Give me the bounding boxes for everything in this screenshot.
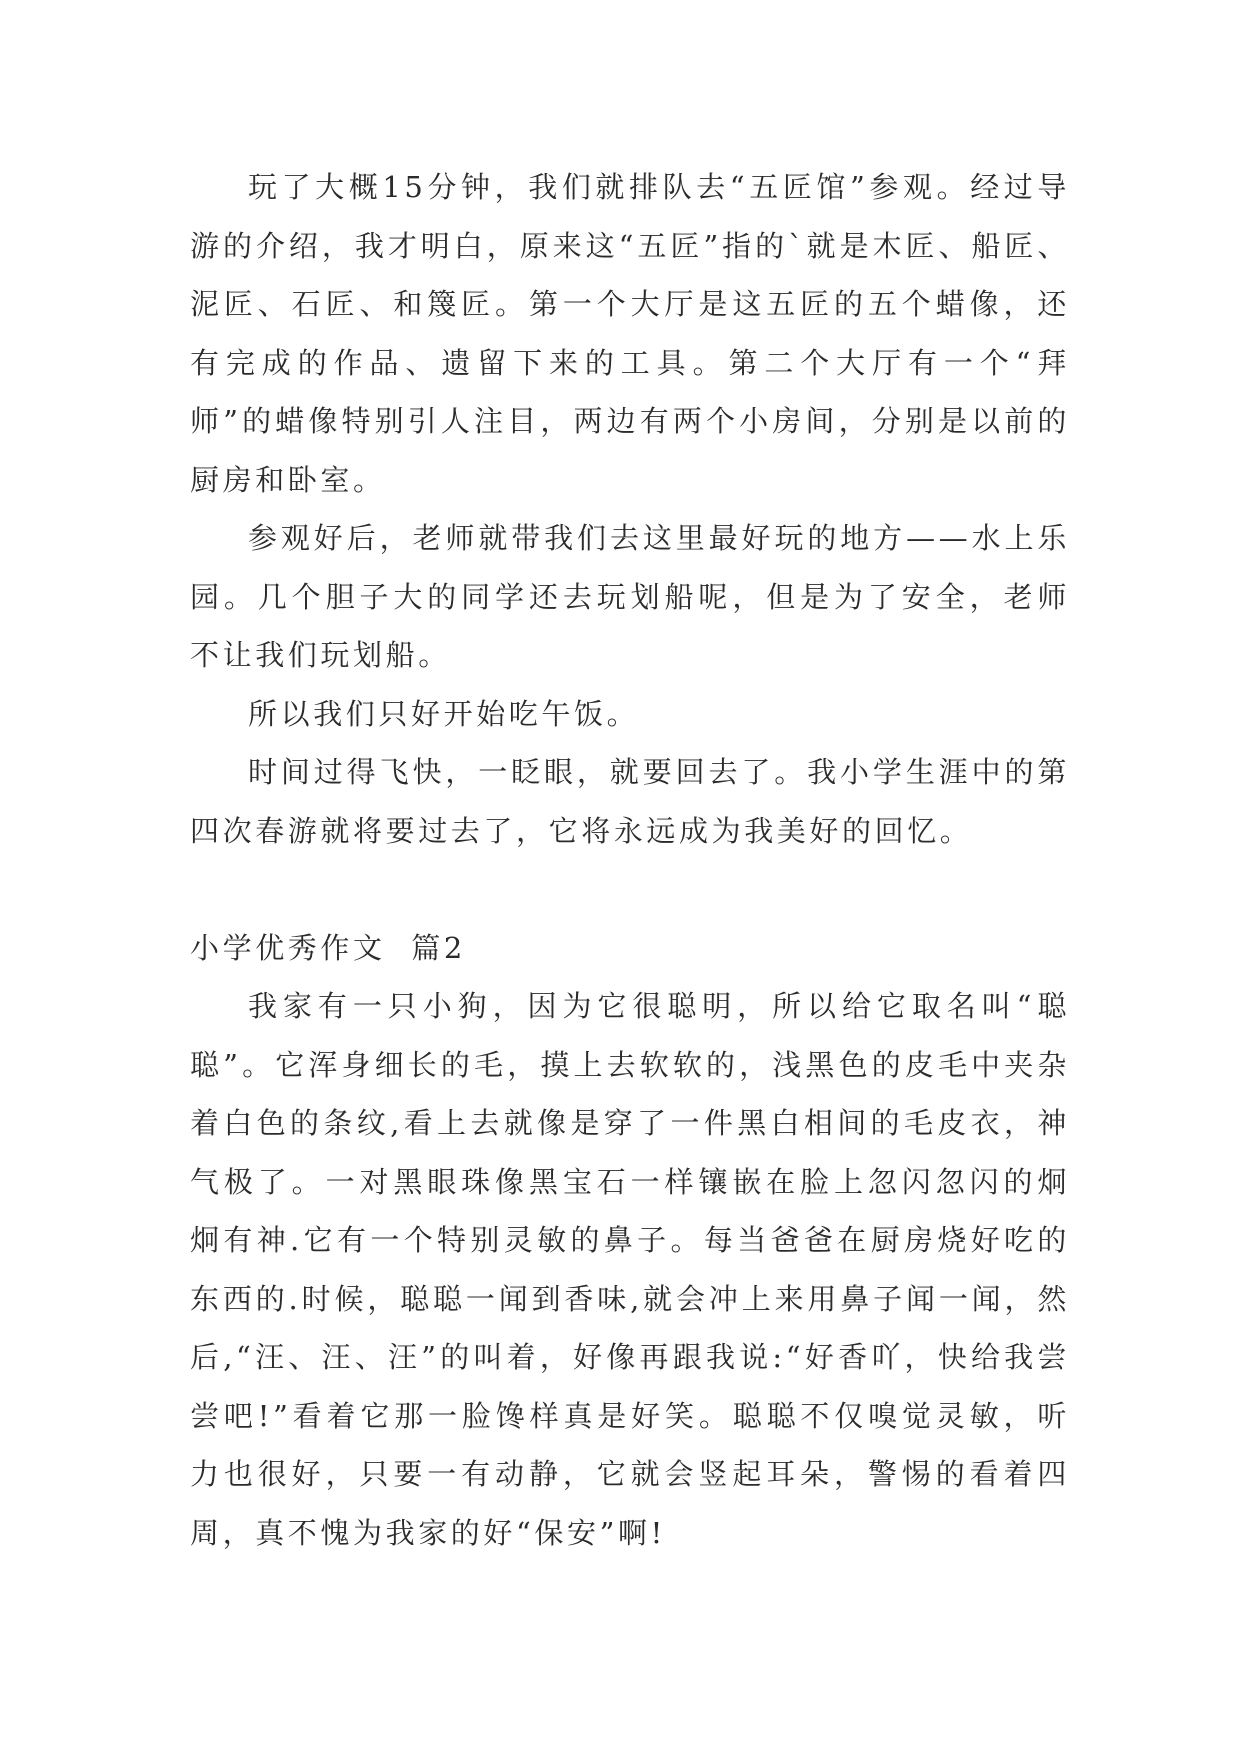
paragraph-dog-congcong: 我家有一只小狗，因为它很聪明，所以给它取名叫“聪聪”。它浑身细长的毛，摸上去软软的，浅黑色的皮毛中夹杂着白色的条纹,看上去就像是穿了一件黑白相间的毛皮衣，神气极了。一对黑眼珠像黑宝石一样镶嵌在脸上忽闪忽闪的炯炯有神.它有一个特别灵敏的鼻子。每当爸爸在厨房烧好吃的东西的.时候，聪聪一闻到香味,就会冲上来用鼻子闻一闻，然后,“汪、汪、汪”的叫着，好像再跟我说:“好香吖，快给我尝尝吧!”看着它那一脸馋样真是好笑。聪聪不仅嗅觉灵敏，听力也很好，只要一有动静，它就会竖起耳朵，警惕的看着四周，真不愧为我家的好“保安”啊! [190, 989, 1070, 1550]
paragraph-lunch: 所以我们只好开始吃午饭。 [248, 696, 640, 731]
paragraph-wujiangguan: 玩了大概15分钟，我们就排队去“五匠馆”参观。经过导游的介绍，我才明白，原来这“五匠”指的`就是木匠、船匠、泥匠、石匠、和篾匠。第一个大厅是这五匠的五个蜡像，还有完成的作品、遗留下来的工具。第二个大厅有一个“拜师”的蜡像特别引人注目，两边有两个小房间，分别是以前的厨房和卧室。 [190, 170, 1070, 497]
section-heading: 小学优秀作文 篇2 [190, 930, 466, 965]
paragraph-memory: 时间过得飞快，一眨眼，就要回去了。我小学生涯中的第四次春游就将要过去了，它将永远成为我美好的回忆。 [190, 755, 1070, 848]
document-page [190, 158, 1070, 1562]
section-spacer [190, 860, 1070, 919]
paragraph-water-park: 参观好后，老师就带我们去这里最好玩的地方——水上乐园。几个胆子大的同学还去玩划船呢，但是为了安全，老师不让我们玩划船。 [190, 521, 1070, 672]
